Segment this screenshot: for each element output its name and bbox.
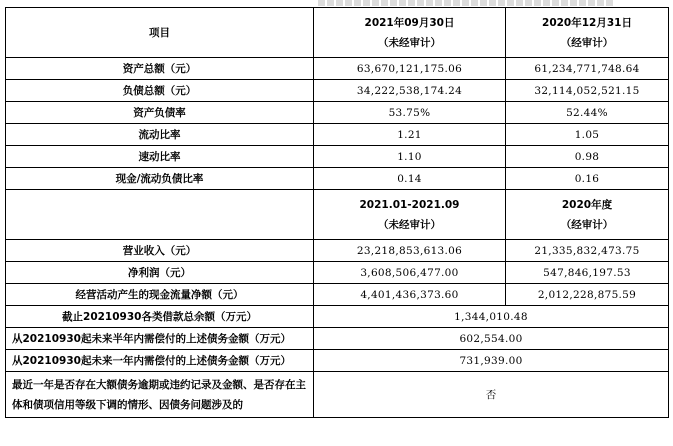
header-item: 项目 bbox=[6, 8, 314, 58]
header-period1-date: 2021年09月30日 bbox=[364, 16, 455, 29]
header-period2 bbox=[506, 8, 669, 58]
subheader-period1-note: （未经审计） bbox=[378, 218, 441, 231]
row-label: 流动比率 bbox=[6, 124, 314, 146]
table-row bbox=[6, 262, 669, 284]
table-row bbox=[6, 80, 669, 102]
row-merged-value: 602,554.00 bbox=[314, 328, 669, 350]
row-value-2: 1.05 bbox=[506, 124, 669, 146]
row-value-2: 547,846,197.53 bbox=[506, 262, 669, 284]
row-label: 经营活动产生的现金流量净额（元） bbox=[6, 284, 314, 306]
row-value-1: 3,608,506,477.00 bbox=[314, 262, 506, 284]
table-subheader-row bbox=[6, 190, 669, 240]
row-merged-value: 否 bbox=[314, 372, 669, 418]
subheader-blank bbox=[6, 190, 314, 240]
cropped-text-strip bbox=[318, 0, 614, 6]
subheader-period2-note: （经审计） bbox=[560, 218, 614, 231]
row-merged-value: 731,939.00 bbox=[314, 350, 669, 372]
table-row bbox=[6, 328, 669, 350]
subheader-period2 bbox=[506, 190, 669, 240]
row-label: 最近一年是否存在大额债务逾期或违约记录及金额、是否存在主体和债项信用等级下调的情形、因债务问题涉及的 bbox=[6, 372, 314, 418]
table-header-row bbox=[6, 8, 669, 58]
row-label: 净利润（元） bbox=[6, 262, 314, 284]
row-value-1: 1.10 bbox=[314, 146, 506, 168]
subheader-period1-range: 2021.01-2021.09 bbox=[359, 198, 460, 211]
row-value-2: 0.98 bbox=[506, 146, 669, 168]
table-row bbox=[6, 58, 669, 80]
table-row bbox=[6, 306, 669, 328]
row-label: 从20210930起未来一年内需偿付的上述债务金额（万元） bbox=[6, 350, 314, 372]
row-value-1: 53.75% bbox=[314, 102, 506, 124]
row-label: 截止20210930各类借款总余额（万元） bbox=[6, 306, 314, 328]
row-value-1: 63,670,121,175.06 bbox=[314, 58, 506, 80]
row-value-1: 1.21 bbox=[314, 124, 506, 146]
row-value-2: 52.44% bbox=[506, 102, 669, 124]
header-period1 bbox=[314, 8, 506, 58]
row-value-2: 21,335,832,473.75 bbox=[506, 240, 669, 262]
table-row bbox=[6, 350, 669, 372]
financial-table bbox=[5, 7, 669, 418]
row-value-2: 2,012,228,875.59 bbox=[506, 284, 669, 306]
row-label: 资产负债率 bbox=[6, 102, 314, 124]
row-value-2: 61,234,771,748.64 bbox=[506, 58, 669, 80]
row-label: 速动比率 bbox=[6, 146, 314, 168]
row-value-2: 0.16 bbox=[506, 168, 669, 190]
row-merged-value: 1,344,010.48 bbox=[314, 306, 669, 328]
subheader-period2-year: 2020年度 bbox=[561, 198, 613, 211]
header-period2-note: （经审计） bbox=[560, 36, 614, 49]
row-label: 负债总额（元） bbox=[6, 80, 314, 102]
table-row bbox=[6, 168, 669, 190]
row-value-1: 4,401,436,373.60 bbox=[314, 284, 506, 306]
row-value-1: 34,222,538,174.24 bbox=[314, 80, 506, 102]
table-row bbox=[6, 284, 669, 306]
row-label: 现金/流动负债比率 bbox=[6, 168, 314, 190]
row-value-1: 23,218,853,613.06 bbox=[314, 240, 506, 262]
row-label: 从20210930起未来半年内需偿付的上述债务金额（万元） bbox=[6, 328, 314, 350]
subheader-period1 bbox=[314, 190, 506, 240]
row-label: 营业收入（元） bbox=[6, 240, 314, 262]
table-row bbox=[6, 124, 669, 146]
header-period1-note: （未经审计） bbox=[378, 36, 441, 49]
table-row bbox=[6, 372, 669, 418]
table-row bbox=[6, 240, 669, 262]
header-period2-date: 2020年12月31日 bbox=[542, 16, 632, 29]
row-value-2: 32,114,052,521.15 bbox=[506, 80, 669, 102]
table-row bbox=[6, 102, 669, 124]
row-value-1: 0.14 bbox=[314, 168, 506, 190]
table-row bbox=[6, 146, 669, 168]
row-label: 资产总额（元） bbox=[6, 58, 314, 80]
